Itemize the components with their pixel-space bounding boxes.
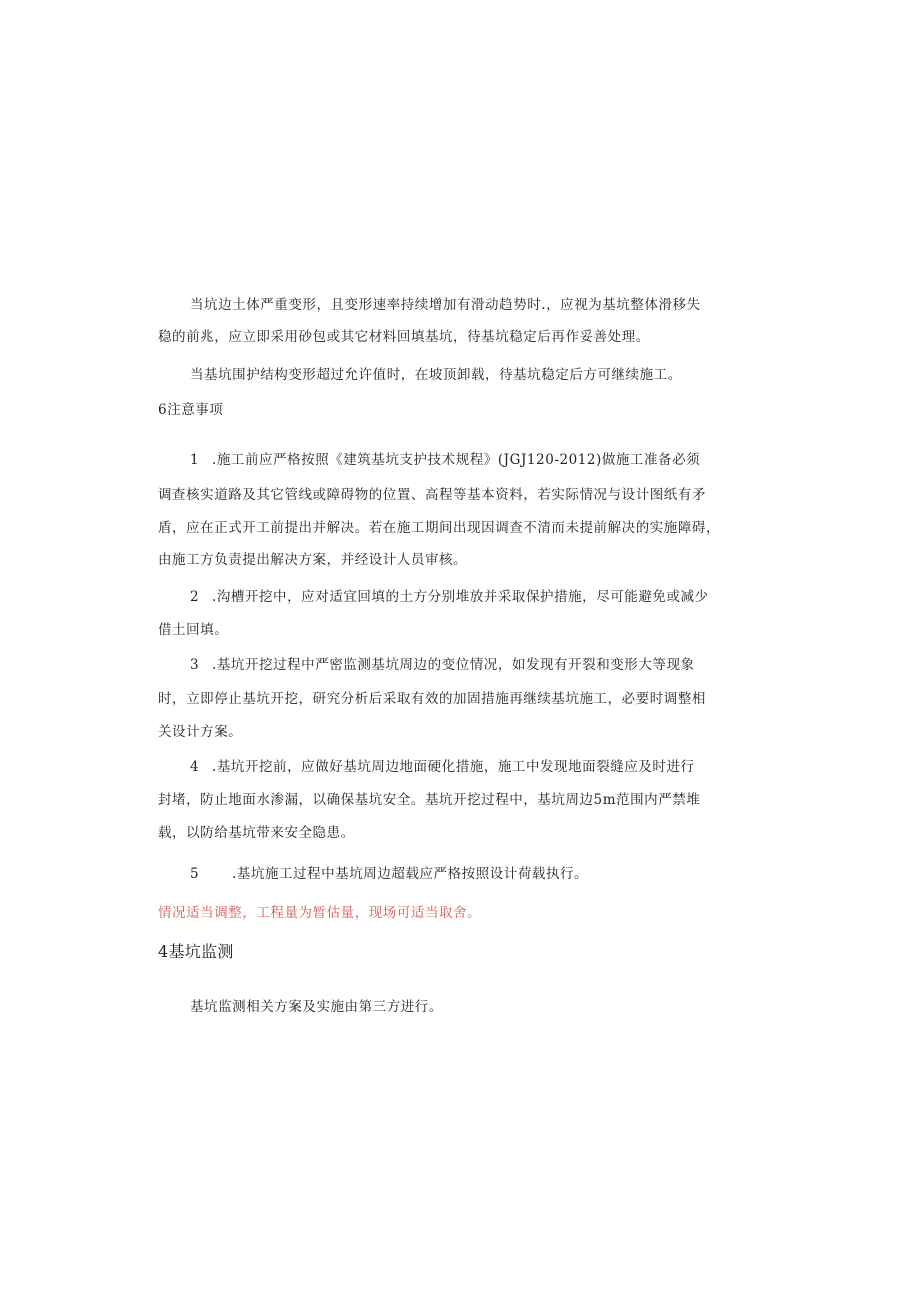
paragraph-line: 当基坑围护结构变形超过允许值时，在坡顶卸载，待基坑稳定后方可继续施工。 (190, 367, 682, 383)
section-heading: 6注意事项 (158, 402, 224, 418)
list-item-number: 1 (190, 452, 200, 468)
list-item-text: .基坑开挖过程中严密监测基坑周边的变位情况，如发现有开裂和变形大等现象 (212, 657, 695, 673)
note-text: 情况适当调整，工程量为暂估量，现场可适当取舍。 (158, 905, 482, 921)
list-item-first-line (190, 757, 695, 777)
paragraph-line: 基坑监测相关方案及实施由第三方进行。 (190, 999, 443, 1015)
list-item-first-line (190, 587, 709, 607)
list-item-line: 调查核实道路及其它管线或障碍物的位置、高程等基本资料，若实际情况与设计图纸有矛 (158, 487, 706, 503)
list-item-line: 借土回填。 (158, 622, 229, 638)
list-item-number: 2 (190, 589, 200, 605)
list-item-line: 封堵，防止地面水渗漏，以确保基坑安全。基坑开挖过程中，基坑周边5m范围内严禁堆 (158, 792, 701, 808)
list-item-line: 由施工方负责提出解决方案，并经设计人员审核。 (158, 552, 468, 568)
list-item-line: 时，立即停止基坑开挖，研究分析后采取有效的加固措施再继续基坑施工，必要时调整相 (158, 691, 706, 707)
list-item-first-line (190, 450, 700, 470)
list-item-line: 盾，应在正式开工前提出并解决。若在施工期间出现因调查不清而未提前解决的实施障碍， (158, 520, 720, 536)
list-item-first-line (190, 864, 588, 884)
list-item-text: .施工前应严格按照《建筑基坑支护技术规程》(JGJ120-2012)做施工准备必须 (212, 452, 701, 468)
list-item-text: .沟槽开挖中，应对适宜回填的土方分别堆放并采取保护措施，尽可能避免或减少 (212, 589, 709, 605)
list-item-line: 载，以防给基坑带来安全隐患。 (158, 825, 355, 841)
list-item-first-line (190, 655, 695, 675)
paragraph-line: 当坑边土体严重变形，且变形速率持续增加有滑动趋势时.，应视为基坑整体滑移失 (190, 297, 701, 313)
list-item-number: 3 (190, 657, 200, 673)
list-item-text: .基坑开挖前，应做好基坑周边地面硬化措施，施工中发现地面裂缝应及时进行 (212, 759, 695, 775)
list-item-number: 5 (190, 866, 200, 882)
list-item-line: 关设计方案。 (158, 724, 243, 740)
paragraph-line: 稳的前兆，应立即采用砂包或其它材料回填基坑，待基坑稳定后再作妥善处理。 (158, 329, 650, 345)
list-item-text: .基坑施工过程中基坑周边超载应严格按照设计荷载执行。 (232, 866, 589, 882)
section-heading: 4基坑监测 (158, 942, 234, 961)
list-item-number: 4 (190, 759, 200, 775)
